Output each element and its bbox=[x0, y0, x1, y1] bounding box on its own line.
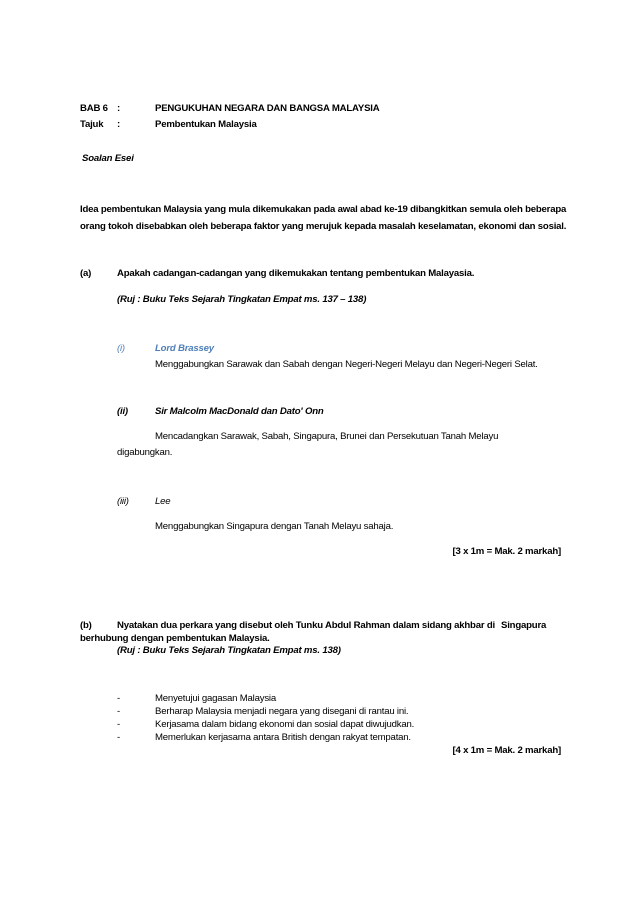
item-ii-marker: (ii) bbox=[117, 406, 128, 417]
question-a-marks: [3 x 1m = Mak. 2 markah] bbox=[452, 546, 561, 557]
chapter-title: PENGUKUHAN NEGARA DAN BANGSA MALAYSIA bbox=[155, 103, 380, 114]
bullet-dash: - bbox=[117, 693, 120, 704]
bullet-dash: - bbox=[117, 706, 120, 717]
item-i-line-1: Menggabungkan Sarawak dan Sabah dengan Negeri-Negeri Melayu dan Negeri-Negeri Selat. bbox=[155, 359, 538, 370]
question-b-marks: [4 x 1m = Mak. 2 markah] bbox=[452, 745, 561, 756]
question-b-reference: (Ruj : Buku Teks Sejarah Tingkatan Empat ms. 138) bbox=[117, 645, 341, 656]
item-iii-name: Lee bbox=[155, 496, 171, 507]
bullet-text: Menyetujui gagasan Malaysia bbox=[155, 693, 276, 704]
tajuk-colon: : bbox=[117, 119, 120, 130]
question-b-text-line-1-end: Singapura bbox=[501, 620, 547, 631]
section-label: Soalan Esei bbox=[82, 153, 134, 164]
topic-title: Pembentukan Malaysia bbox=[155, 119, 257, 130]
tajuk-label: Tajuk bbox=[80, 119, 104, 130]
item-i-marker: (i) bbox=[117, 343, 125, 354]
item-ii-line-2: digabungkan. bbox=[117, 447, 173, 458]
question-b-text-line-1: Nyatakan dua perkara yang disebut oleh Tunku Abdul Rahman dalam sidang akhbar di bbox=[117, 620, 495, 631]
bullet-dash: - bbox=[117, 732, 120, 743]
question-b-text-line-2: berhubung dengan pembentukan Malaysia. bbox=[80, 633, 270, 644]
question-b-marker: (b) bbox=[80, 620, 92, 631]
intro-line-1: Idea pembentukan Malaysia yang mula dikemukakan pada awal abad ke-19 dibangkitkan semula oleh beberapa bbox=[80, 204, 567, 215]
bullet-text: Berharap Malaysia menjadi negara yang disegani di rantau ini. bbox=[155, 706, 409, 717]
question-a-reference: (Ruj : Buku Teks Sejarah Tingkatan Empat ms. 137 – 138) bbox=[117, 294, 367, 305]
bab-label: BAB 6 bbox=[80, 103, 108, 114]
item-iii-marker: (iii) bbox=[117, 496, 129, 507]
bullet-dash: - bbox=[117, 719, 120, 730]
question-a-text: Apakah cadangan-cadangan yang dikemukakan tentang pembentukan Malayasia. bbox=[117, 268, 475, 279]
intro-line-2: orang tokoh disebabkan oleh beberapa faktor yang merujuk kepada masalah keselamatan, ekonomi dan sosial. bbox=[80, 221, 567, 232]
item-ii-name: Sir Malcolm MacDonald dan Dato' Onn bbox=[155, 406, 324, 417]
item-iii-line-1: Menggabungkan Singapura dengan Tanah Melayu sahaja. bbox=[155, 521, 394, 532]
bullet-text: Kerjasama dalam bidang ekonomi dan sosial dapat diwujudkan. bbox=[155, 719, 415, 730]
item-ii-line-1: Mencadangkan Sarawak, Sabah, Singapura, Brunei dan Persekutuan Tanah Melayu bbox=[155, 431, 499, 442]
item-i-name: Lord Brassey bbox=[155, 343, 214, 354]
bab-colon: : bbox=[117, 103, 120, 114]
bullet-text: Memerlukan kerjasama antara British dengan rakyat tempatan. bbox=[155, 732, 411, 743]
question-a-marker: (a) bbox=[80, 268, 92, 279]
